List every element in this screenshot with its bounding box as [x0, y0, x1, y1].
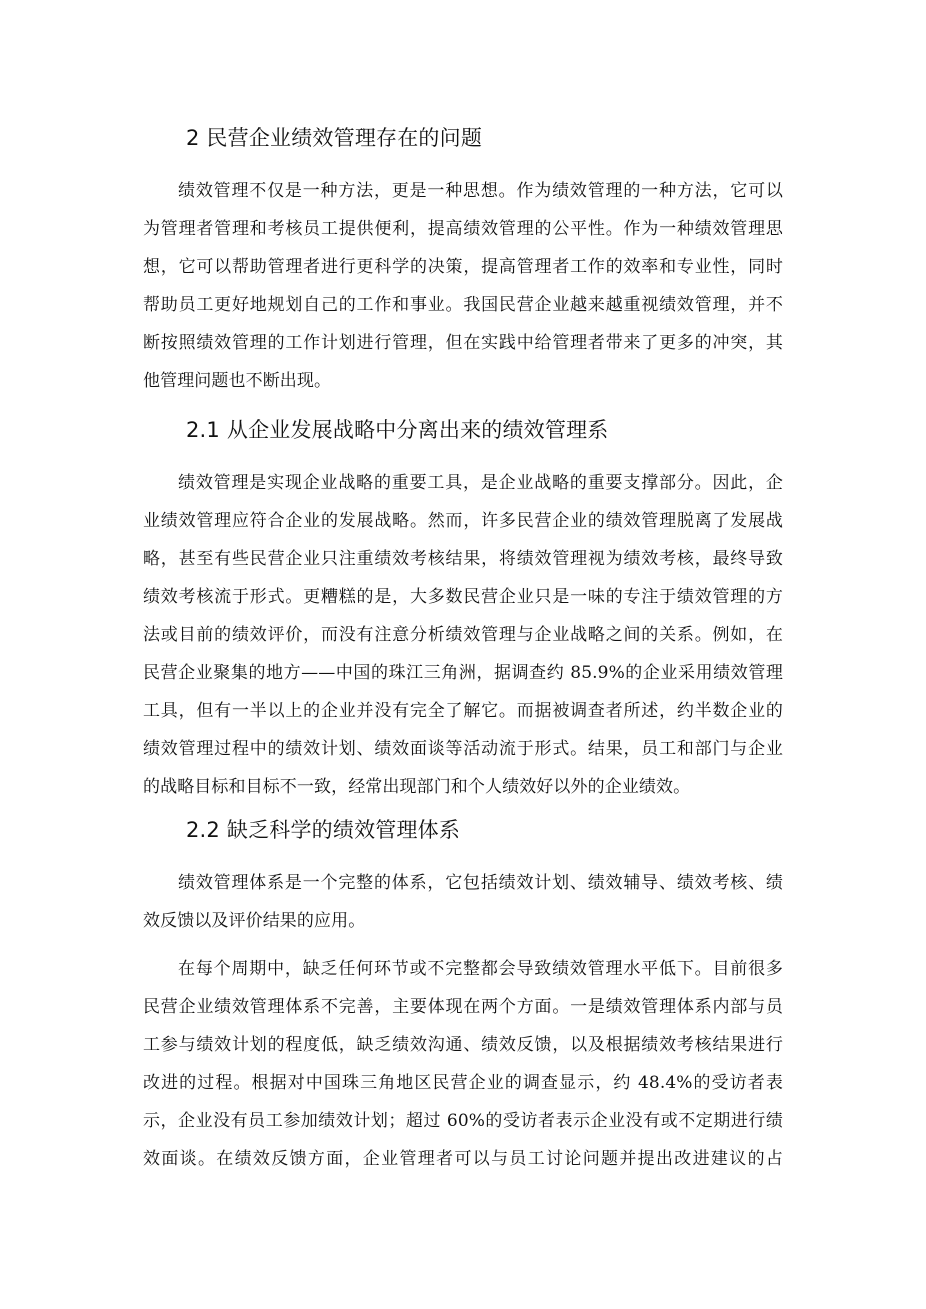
text-line: 绩效管理不仅是一种方法，更是一种思想。作为绩效管理的一种方法，它可以 — [178, 181, 783, 201]
section-2-heading: 2 民营企业绩效管理存在的问题 — [186, 126, 483, 150]
text-line: 为管理者管理和考核员工提供便利，提高绩效管理的公平性。作为一种绩效管理思 — [143, 219, 783, 239]
text-line: 绩效考核流于形式。更糟糕的是，大多数民营企业只是一味的专注于绩效管理的方 — [143, 587, 783, 607]
text-line: 工参与绩效计划的程度低，缺乏绩效沟通、绩效反馈，以及根据绩效考核结果进行 — [143, 1035, 783, 1055]
text-line: 帮助员工更好地规划自己的工作和事业。我国民营企业越来越重视绩效管理，并不 — [143, 295, 783, 315]
text-line: 绩效管理体系是一个完整的体系，它包括绩效计划、绩效辅导、绩效考核、绩 — [178, 873, 783, 893]
text-line: 法或目前的绩效评价，而没有注意分析绩效管理与企业战略之间的关系。例如，在 — [143, 625, 783, 645]
section-2-2-heading: 2.2 缺乏科学的绩效管理体系 — [186, 818, 461, 842]
section-2-1-paragraph-1 — [143, 464, 783, 806]
text-line: 想，它可以帮助管理者进行更科学的决策，提高管理者工作的效率和专业性，同时 — [143, 257, 783, 277]
section-2-2-paragraph-2 — [143, 950, 783, 1178]
section-2-paragraph-1 — [143, 172, 783, 400]
text-line: 业绩效管理应符合企业的发展战略。然而，许多民营企业的绩效管理脱离了发展战 — [143, 511, 783, 531]
text-line: 效面谈。在绩效反馈方面，企业管理者可以与员工讨论问题并提出改进建议的占 — [143, 1149, 783, 1169]
section-2-1-heading: 2.1 从企业发展战略中分离出来的绩效管理系 — [186, 418, 609, 442]
text-line: 他管理问题也不断出现。 — [143, 371, 332, 391]
text-line: 绩效管理过程中的绩效计划、绩效面谈等活动流于形式。结果，员工和部门与企业 — [143, 739, 783, 759]
text-line: 断按照绩效管理的工作计划进行管理，但在实践中给管理者带来了更多的冲突，其 — [143, 333, 783, 353]
text-line: 民营企业聚集的地方——中国的珠江三角洲，据调查约 85.9%的企业采用绩效管理 — [143, 663, 783, 683]
text-line: 改进的过程。根据对中国珠三角地区民营企业的调查显示，约 48.4%的受访者表 — [143, 1073, 783, 1093]
text-line: 民营企业绩效管理体系不完善，主要体现在两个方面。一是绩效管理体系内部与员 — [143, 997, 783, 1017]
section-2-2-paragraph-1 — [143, 864, 783, 940]
text-line: 示，企业没有员工参加绩效计划；超过 60%的受访者表示企业没有或不定期进行绩 — [143, 1111, 783, 1131]
text-line: 效反馈以及评价结果的应用。 — [143, 911, 366, 931]
text-line: 绩效管理是实现企业战略的重要工具，是企业战略的重要支撑部分。因此，企 — [178, 473, 783, 493]
text-line: 的战略目标和目标不一致，经常出现部门和个人绩效好以外的企业绩效。 — [143, 777, 691, 797]
text-line: 工具，但有一半以上的企业并没有完全了解它。而据被调查者所述，约半数企业的 — [143, 701, 783, 721]
text-line: 略，甚至有些民营企业只注重绩效考核结果，将绩效管理视为绩效考核，最终导致 — [143, 549, 783, 569]
text-line: 在每个周期中，缺乏任何环节或不完整都会导致绩效管理水平低下。目前很多 — [178, 959, 783, 979]
